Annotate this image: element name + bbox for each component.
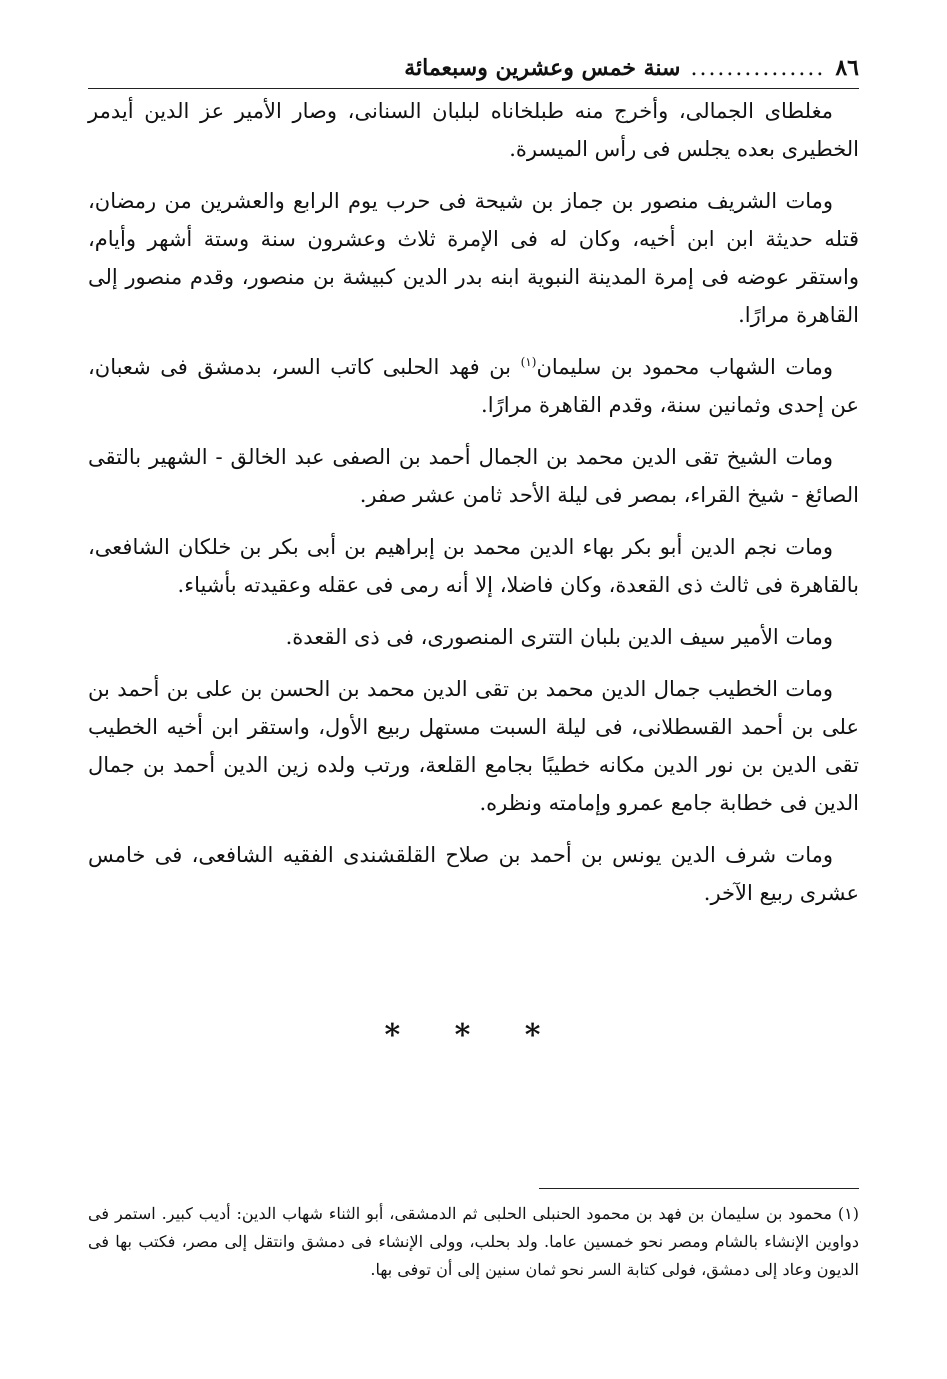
paragraph-khatib-qastallani: ومات الخطيب جمال الدين محمد بن تقى الدين محمد بن الحسن بن على بن أحمد بن على بن أحمد القسطلانى، فى ليلة السبت مستهل ربيع الأول، واستقر ابن أخيه الخطيب تقى الدين بن نور الدين مكانه خطيبًا بجامع القلعة، ورتب ولده زين الدين أحمد بن جمال الدين فى خطابة جامع عمرو وإمامته ونظره. bbox=[88, 677, 859, 815]
paragraph-sayf-balaban: ومات الأمير سيف الدين بلبان التترى المنصورى، فى ذى القعدة. bbox=[285, 625, 833, 649]
paragraph-sharaf-qalqashandi: ومات شرف الدين يونس بن أحمد بن صلاح القلقشندى الفقيه الشافعى، فى خامس عشرى ربيع الآخر. bbox=[88, 843, 859, 905]
shihab-text-after: بن فهد الحلبى كاتب السر، بدمشق فى شعبان، عن إحدى وثمانين سنة، وقدم القاهرة مرارًا. bbox=[88, 355, 859, 417]
main-text bbox=[88, 92, 859, 926]
paragraph-najm-ibn-khallikan: ومات نجم الدين أبو بكر بهاء الدين محمد بن إبراهيم بن أبى بكر بن خلكان الشافعى، بالقاهرة فى ثالث ذى القعدة، وكان فاضلا، إلا أنه رمى فى عقله وعقيدته بأشياء. bbox=[88, 535, 859, 597]
footnote-rule bbox=[539, 1188, 859, 1189]
header-leader-dots: ............... bbox=[690, 55, 826, 81]
footnote-text: (١) محمود بن سليمان بن فهد بن محمود الحنبلى الحلبى ثم الدمشقى، أبو الثناء شهاب الدين: أديب كبير. استمر فى دواوين الإنشاء بالشام ومصر نحو خمسين عاما. ولد بحلب، وولى الإنشاء فى دمشق وانتقل إلى مصر، فكتب بها فى الديون وعاد إلى دمشق، فولى كتابة السر نحو ثمان سنين إلى أن توفى بها. bbox=[88, 1204, 860, 1279]
page-header bbox=[88, 48, 859, 89]
paragraph-sharif-mansur: ومات الشريف منصور بن جماز بن شيحة فى حرب يوم الرابع والعشرين من رمضان، قتله حديثة ابن ابن أخيه، وكان له فى الإمرة ثلاث وعشرون سنة وستة أشهر وأيام، واستقر عوضه فى إمرة المدينة النبوية ابنه بدر الدين كبيشة بن منصور، وقدم منصور إلى القاهرة مرارًا. bbox=[88, 189, 859, 327]
paragraph-taqi-al-sayigh: ومات الشيخ تقى الدين محمد بن الجمال أحمد بن الصفى عبد الخالق - الشهير بالتقى الصائغ - شيخ القراء، بمصر فى ليلة الأحد ثامن عشر صفر. bbox=[88, 445, 859, 507]
running-title: سنة خمس وعشرين وسبعمائة bbox=[404, 55, 681, 81]
footnote-block bbox=[88, 1200, 859, 1284]
footnote-reference[interactable]: (١) bbox=[520, 355, 537, 369]
section-separator: * * * bbox=[384, 1018, 563, 1053]
paragraph-continuation: مغلطاى الجمالى، وأخرج منه طبلخاناه لبلبان السنانى، وصار الأمير عز الدين أيدمر الخطيرى بعده يجلس فى رأس الميسرة. bbox=[88, 99, 859, 161]
shihab-text-before: ومات الشهاب محمود بن سليمان bbox=[536, 355, 833, 379]
paragraph-shihab-mahmud bbox=[88, 348, 859, 424]
page-number: ٨٦ bbox=[835, 55, 859, 81]
